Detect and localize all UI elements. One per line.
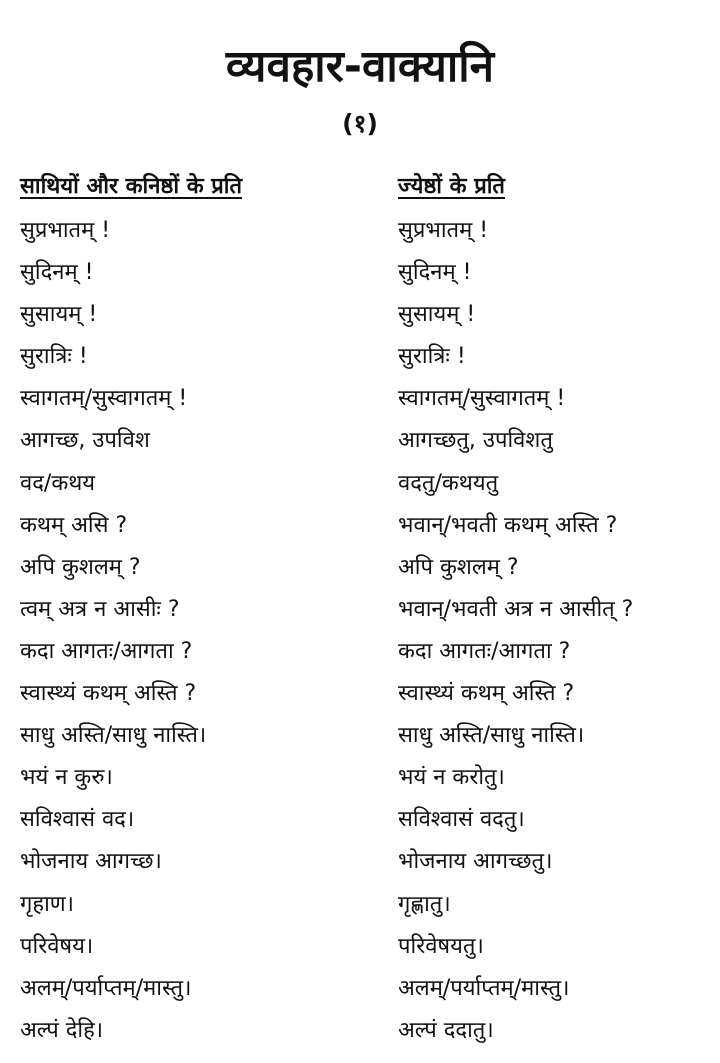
phrase-line: सुरात्रिः !	[398, 344, 466, 370]
phrase-line: अलम्/पर्याप्तम्/मास्तु।	[398, 975, 570, 1001]
phrase-line: भयं न कुरु।	[20, 765, 113, 791]
phrase-line: सुरात्रिः !	[20, 344, 88, 370]
phrase-line: भयं न करोतु।	[398, 765, 505, 791]
phrase-line: भोजनाय आगच्छतु।	[398, 849, 553, 875]
phrase-line: सविश्वासं वदतु।	[398, 807, 525, 833]
section-number: (१)	[342, 109, 378, 138]
phrase-line: सुप्रभातम् !	[20, 218, 111, 243]
column-heading-elders: ज्येष्ठों के प्रति	[398, 174, 505, 199]
phrase-line: भवान्/भवती कथम् अस्ति ?	[398, 512, 618, 538]
phrase-list-peers	[20, 210, 380, 1052]
phrase-line: अपि कुशलम् ?	[20, 554, 141, 580]
phrase-line: कदा आगतः/आगता ?	[20, 638, 193, 664]
phrase-line: सविश्वासं वद।	[20, 807, 135, 833]
phrase-line: अपि कुशलम् ?	[398, 554, 519, 580]
phrase-line: स्वागतम्/सुस्वागतम् !	[398, 386, 566, 412]
phrase-line: कदा आगतः/आगता ?	[398, 638, 571, 664]
column-elders	[398, 168, 718, 1052]
phrase-line: स्वागतम्/सुस्वागतम् !	[20, 386, 188, 412]
phrase-line: भोजनाय आगच्छ।	[20, 849, 162, 875]
phrase-line: सुदिनम् !	[20, 260, 94, 286]
phrase-line: अल्पं ददातु।	[398, 1017, 494, 1043]
phrase-line: सुसायम् !	[398, 302, 476, 328]
column-heading-peers: साथियों और कनिष्ठों के प्रति	[20, 174, 243, 199]
phrase-line: भवान्/भवती अत्र न आसीत् ?	[398, 596, 634, 622]
phrase-line: गृहाण।	[20, 891, 75, 917]
phrase-line: वद/कथय	[20, 470, 96, 496]
column-peers	[20, 168, 380, 1052]
phrase-line: परिवेषय।	[20, 933, 94, 959]
phrase-line: अलम्/पर्याप्तम्/मास्तु।	[20, 975, 192, 1001]
phrase-line: आगच्छतु, उपविशतु	[398, 428, 553, 454]
phrase-line: कथम् असि ?	[20, 512, 128, 538]
phrase-line: सुप्रभातम् !	[398, 218, 489, 243]
phrase-line: साधु अस्ति/साधु नास्ति।	[20, 723, 207, 749]
phrase-line: स्वास्थ्यं कथम् अस्ति ?	[398, 681, 575, 707]
phrase-line: गृह्णातु।	[398, 891, 451, 917]
phrase-line: सुसायम् !	[20, 302, 98, 328]
phrase-line: अल्पं देहि।	[20, 1017, 104, 1043]
phrase-line: साधु अस्ति/साधु नास्ति।	[398, 723, 585, 749]
phrase-line: आगच्छ, उपविश	[20, 428, 150, 454]
phrase-line: स्वास्थ्यं कथम् अस्ति ?	[20, 681, 197, 707]
phrase-line: वदतु/कथयतु	[398, 470, 499, 496]
page-title: व्यवहार-वाक्यानि	[225, 41, 495, 93]
phrase-line: सुदिनम् !	[398, 260, 472, 286]
phrase-line: परिवेषयतु।	[398, 933, 484, 959]
phrase-line: त्वम् अत्र न आसीः ?	[20, 596, 180, 622]
phrase-list-elders	[398, 210, 718, 1052]
